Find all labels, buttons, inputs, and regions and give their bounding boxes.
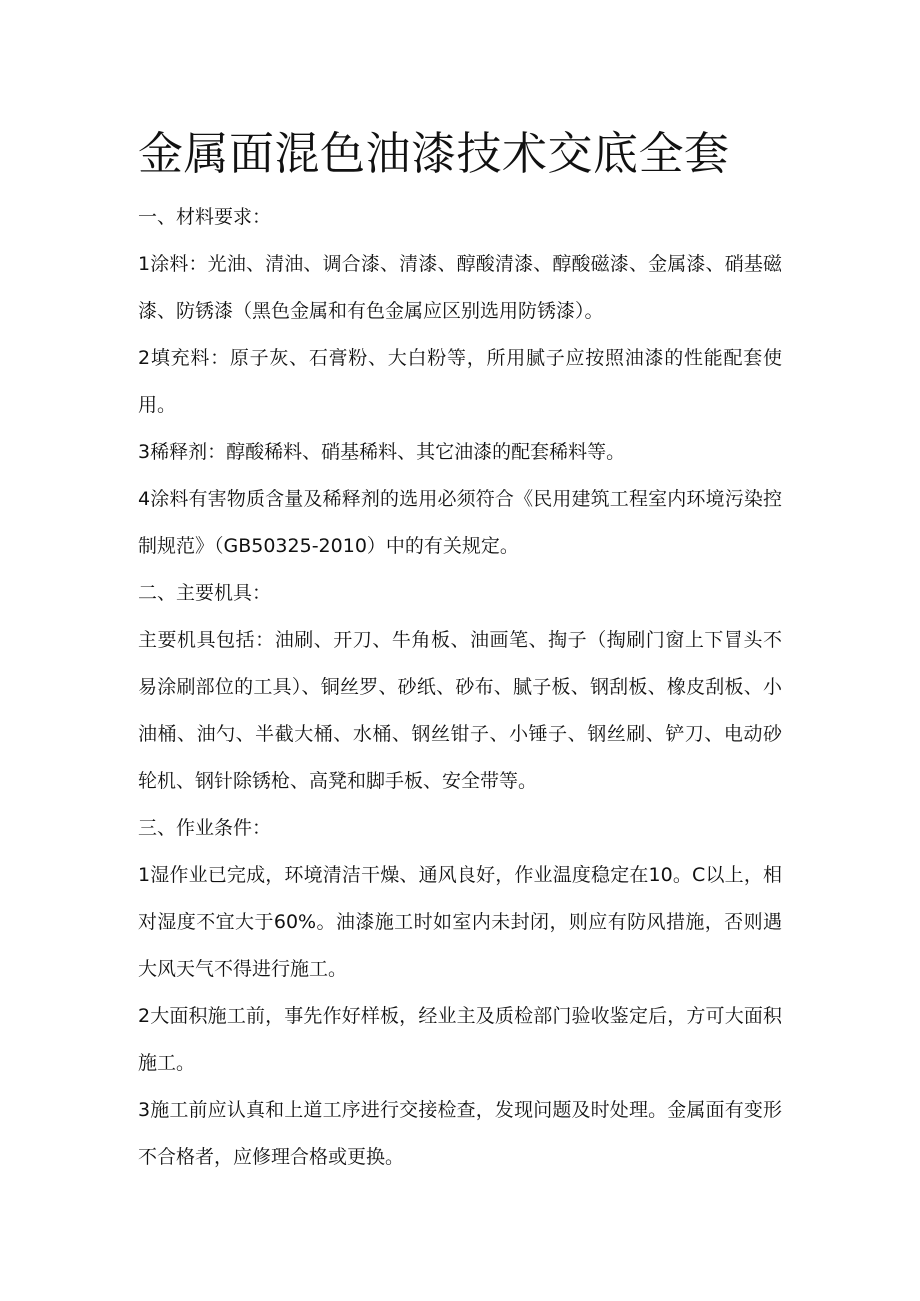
materials-filler-item: 2填充料：原子灰、石膏粉、大白粉等，所用腻子应按照油漆的性能配套使用。 [138, 347, 782, 416]
conditions-inspection-item: 3施工前应认真和上道工序进行交接检查，发现问题及时处理。金属面有变形不合格者，应修理合格或更换。 [138, 1099, 782, 1168]
tools-list-item: 主要机具包括：油刷、开刀、牛角板、油画笔、掏子（掏刷门窗上下冒头不易涂刷部位的工具）、铜丝罗、砂纸、砂布、腻子板、钢刮板、橡皮刮板、小油桶、油勺、半截大桶、水桶、钢丝钳子、小锤子、钢丝刷、铲刀、电动砂轮机、钢针除锈枪、高凳和脚手板、安全带等。 [138, 629, 782, 792]
conditions-heading: 三、作业条件： [138, 817, 272, 839]
materials-paint-item: 1涂料：光油、清油、调合漆、清漆、醇酸清漆、醇酸磁漆、金属漆、硝基磁漆、防锈漆（黑色金属和有色金属应区别选用防锈漆）。 [138, 253, 782, 322]
materials-regulation-item: 4涂料有害物质含量及稀释剂的选用必须符合《民用建筑工程室内环境污染控制规范》（GB50325-2010）中的有关规定。 [138, 488, 782, 557]
materials-heading: 一、材料要求： [138, 206, 272, 228]
document-title: 金属面混色油漆技术交底全套 [138, 127, 730, 180]
conditions-section [138, 805, 782, 1181]
document-body [138, 194, 782, 1181]
tools-heading: 二、主要机具： [138, 582, 272, 604]
tools-section [138, 570, 782, 805]
materials-section [138, 194, 782, 570]
conditions-environment-item: 1湿作业已完成，环境清洁干燥、通风良好，作业温度稳定在10。C以上，相对湿度不宜大于60%。油漆施工时如室内未封闭，则应有防风措施，否则遇大风天气不得进行施工。 [138, 864, 782, 980]
conditions-sample-item: 2大面积施工前，事先作好样板，经业主及质检部门验收鉴定后，方可大面积施工。 [138, 1005, 782, 1074]
materials-thinner-item: 3稀释剂：醇酸稀料、硝基稀料、其它油漆的配套稀料等。 [138, 441, 626, 463]
